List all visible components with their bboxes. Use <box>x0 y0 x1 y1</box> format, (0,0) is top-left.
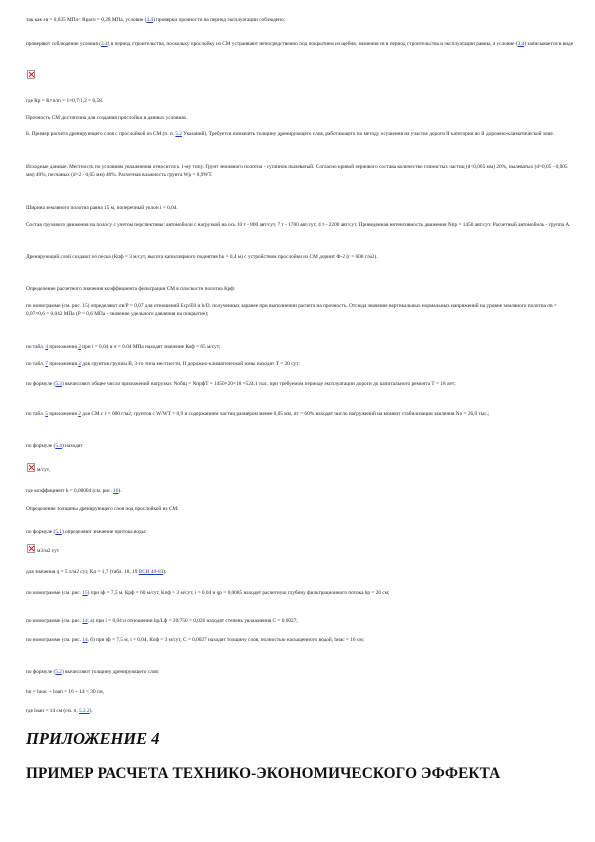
reference-link[interactable]: 4 <box>45 344 49 350</box>
paragraph-text: ). <box>89 708 93 714</box>
paragraph-text: ) проверки прочности на период эксплуатации соблюдено; <box>153 17 286 23</box>
paragraph <box>26 589 574 597</box>
reference-link[interactable]: 7 <box>45 361 49 367</box>
reference-link[interactable]: ВСН 46-83 <box>138 569 164 575</box>
paragraph-text: ) вычисляют толщину дренирующего слоя: <box>61 669 160 675</box>
paragraph <box>26 707 574 715</box>
paragraph <box>26 163 574 179</box>
paragraph-text: по табл. <box>26 361 46 367</box>
paragraph <box>26 285 574 293</box>
reference-link[interactable]: 5.3 <box>55 381 62 387</box>
paragraph-text: по табл. <box>26 411 46 417</box>
paragraph <box>26 130 574 138</box>
paragraph-text: где hзап = 14 см (см. п. <box>26 708 80 714</box>
paragraph-text: hп = hнас + hзап = 16 + 14 = 30 см, <box>26 689 104 695</box>
paragraph-text: Указаний). Требуется назначить толщину дренирующего слоя, работающего по методу осушения на участке дороги II категории во II дорожно-климатической зоне. <box>181 131 554 137</box>
paragraph <box>26 302 574 318</box>
paragraph-text: ) при iф = 7,5 м, Крф = 60 м/сут, Кпф = 3 м/сут, i = 0,04 и qр = 0,0085 находят расчетную глубину фильтрационного потока hр = 20 см; <box>87 590 390 596</box>
reference-link[interactable]: 5.4 <box>55 443 62 449</box>
paragraph <box>26 636 574 644</box>
paragraph-text: по номограмме (см. рис. <box>26 590 83 596</box>
paragraph-text: приложения <box>48 361 79 367</box>
paragraph-text: для грунтов группы В, 3-го типа местности, II дорожно-климатической зоны находят Т = 20 сут; <box>80 361 300 367</box>
paragraph-text: где Кр = К×n/m = 1×0,7/1,2 = 0,58. <box>26 98 104 104</box>
reference-link[interactable]: 2 <box>78 411 81 417</box>
paragraph-text: Прочность СМ достаточна для создания прослойки в данных условиях. <box>26 115 188 121</box>
reference-link[interactable]: 14 <box>82 618 88 624</box>
paragraph-text: ) вычисляют общее число приложений нагрузки: Nобщ = NпрфТ = 1450×20×18 =524,1 тыс. при требуемом периоде эксплуатации дороги до капитального ремонта Т = 18 лет; <box>61 381 456 387</box>
paragraph <box>26 114 574 122</box>
paragraph <box>26 487 574 495</box>
reference-link[interactable]: 5.2.2 <box>79 708 90 714</box>
reference-link[interactable]: 16 <box>113 488 119 494</box>
paragraph-text: ) находят <box>61 443 83 449</box>
unit-label: м3/м2 сут <box>37 548 60 554</box>
paragraph <box>26 617 574 625</box>
paragraph <box>26 442 574 450</box>
paragraph <box>26 568 574 576</box>
broken-image-icon <box>27 544 35 553</box>
paragraph-text: , б) при iф = 7,5 м, i = 0,04, Кпф = 3 м/сут, С = 0,0027 находят толщину слоя, полностью насыщенного водой, hнас = 16 см; <box>87 637 365 643</box>
reference-link[interactable]: 15 <box>82 590 88 596</box>
reference-link[interactable]: 3.4 <box>146 17 154 23</box>
paragraph-text: , а) при i = 0,04 и отношении hр/Lф = 20/750 = 0,026 находят степень увлажнения С = 0,0027; <box>87 618 298 624</box>
broken-image-icon <box>27 463 35 472</box>
paragraph <box>26 40 574 48</box>
paragraph-text: по номограмме (см. рис. 15) определяют σв/Р = 0,07 для отношений Еср/Е0 и h/D, полученных заранее при выполнении расчета на прочность. Отсюда значение вертикальных нормальных напряжений на уровне земляного полотна σв = 0,07×0,6 = 0,042 МПа (Р = 0,6 МПа - значение удельного давления на покрытие); <box>26 303 557 317</box>
paragraph-text: приложения <box>48 411 79 417</box>
paragraph-text: для СМ с r = 600 г/м2, грунтов с W/WТ = 0,9 и содержанием частиц размером менее 0,05 мм, пт = 60% находят число нагружений на момент стабилизации заиления No = 26,0 тыс.; <box>80 411 490 417</box>
paragraph-text: по формуле ( <box>26 381 56 387</box>
paragraph-text: проверяют соблюдение условия ( <box>26 41 101 47</box>
paragraph <box>26 688 574 696</box>
paragraph-text: ). <box>118 488 122 494</box>
paragraph-text: Б. Пример расчета дренирующего слоя с прослойкой из СМ (п. п. <box>26 131 176 137</box>
paragraph-text: ) определяют значение притока воды: <box>61 529 147 535</box>
paragraph-text: так как εв = 0,035 МПа< Rрасч = 0,28 МПа, условие ( <box>26 17 147 23</box>
paragraph <box>26 528 574 536</box>
reference-link[interactable]: 2 <box>78 361 81 367</box>
paragraph-text: Исходные данные. Местность по условиям увлажнения относится к 1-му типу. Грунт земляного полотна - суглинок пылеватый. Согласно кривой зернового состава количество глинистых частиц (d<0,005 мм) 20%, пылеватых (d=0,05 - 0,005 мм) 40%, песчаных (d=2 - 0,05 мм) 40%. Расчетная влажность грунта Wр = 0,9WТ. <box>26 164 568 178</box>
paragraph-text: ) в период строительства, поскольку прослойку из СМ устраивают непосредственно под покрытием из щебня, значения εв в период строительства и эксплуатации равны, а условие ( <box>107 41 518 47</box>
paragraph-text: по формуле ( <box>26 529 56 535</box>
paragraph <box>26 221 574 229</box>
reference-link[interactable]: 5.1 <box>55 529 62 535</box>
reference-link[interactable]: 5 <box>45 411 49 417</box>
paragraph-text: Определение расчетного значения коэффициента фильтрации СМ в плоскости полотна Крф: <box>26 286 236 292</box>
paragraph-text: где коэффициент b = 0,00004 (см. рис. <box>26 488 114 494</box>
broken-image-icon <box>27 70 35 79</box>
paragraph <box>26 16 574 24</box>
reference-link[interactable]: 2 <box>78 344 81 350</box>
paragraph <box>26 505 574 513</box>
reference-link[interactable]: 5.2 <box>55 669 62 675</box>
paragraph <box>26 668 574 676</box>
paragraph <box>26 343 574 351</box>
appendix-title: ПРИМЕР РАСЧЕТА ТЕХНИКО-ЭКОНОМИЧЕСКОГО ЭФФЕКТА <box>26 765 501 782</box>
paragraph-text: Состав грузового движения на полосу с учетом перспективы: автомобили с нагрузкой на ось 10 т - 800 авт/сут, 7 т - 1700 авт/сут, 4 т - 2200 авт/сут. Приведенная интенсивность движения Nпр = 1450 авт/сут. Расчетный автомобиль - группа А. <box>26 222 571 228</box>
paragraph-text: по формуле ( <box>26 443 56 449</box>
paragraph-text: по табл. <box>26 344 46 350</box>
reference-link[interactable]: 5.2 <box>175 131 182 137</box>
paragraph <box>26 410 574 418</box>
paragraph-text: Определение толщины дренирующего слоя под прослойкой из СМ: <box>26 506 179 512</box>
paragraph <box>26 97 574 105</box>
paragraph-text: для значения q = 5 л/м2 сут, Кп = 1,7 (табл. 18, 19 <box>26 569 139 575</box>
paragraph-text: ); <box>163 569 167 575</box>
paragraph-text: по формуле ( <box>26 669 56 675</box>
unit-label: м/сут, <box>37 467 50 473</box>
appendix-label: ПРИЛОЖЕНИЕ 4 <box>26 729 160 748</box>
paragraph-text: по номограмме (см. рис. <box>26 618 83 624</box>
reference-link[interactable]: 3.4 <box>101 41 108 47</box>
paragraph <box>26 380 574 388</box>
paragraph-text: при i = 0,04 и σ = 0.04 МПа находят значение Коф = 65 м/сут; <box>80 344 221 350</box>
paragraph-text: ) записывается в виде <box>524 41 574 47</box>
paragraph <box>26 360 574 368</box>
reference-link[interactable]: 3.4 <box>517 41 525 47</box>
paragraph <box>26 204 574 212</box>
paragraph-text: приложения <box>48 344 79 350</box>
paragraph-text: по номограмме (см. рис. <box>26 637 83 643</box>
paragraph-text: Ширина земляного полотна равна 15 м, поперечный уклон i = 0,04. <box>26 205 178 211</box>
reference-link[interactable]: 14 <box>82 637 88 643</box>
paragraph-text: Дренирующий слой создают из песка (Кпф = 3 м/сут, высота капиллярного поднятия hк = 0,4 м) с устройством прослойки из СМ дорнит Ф-2 (r = 600 г/м2). <box>26 254 378 260</box>
paragraph <box>26 253 574 261</box>
